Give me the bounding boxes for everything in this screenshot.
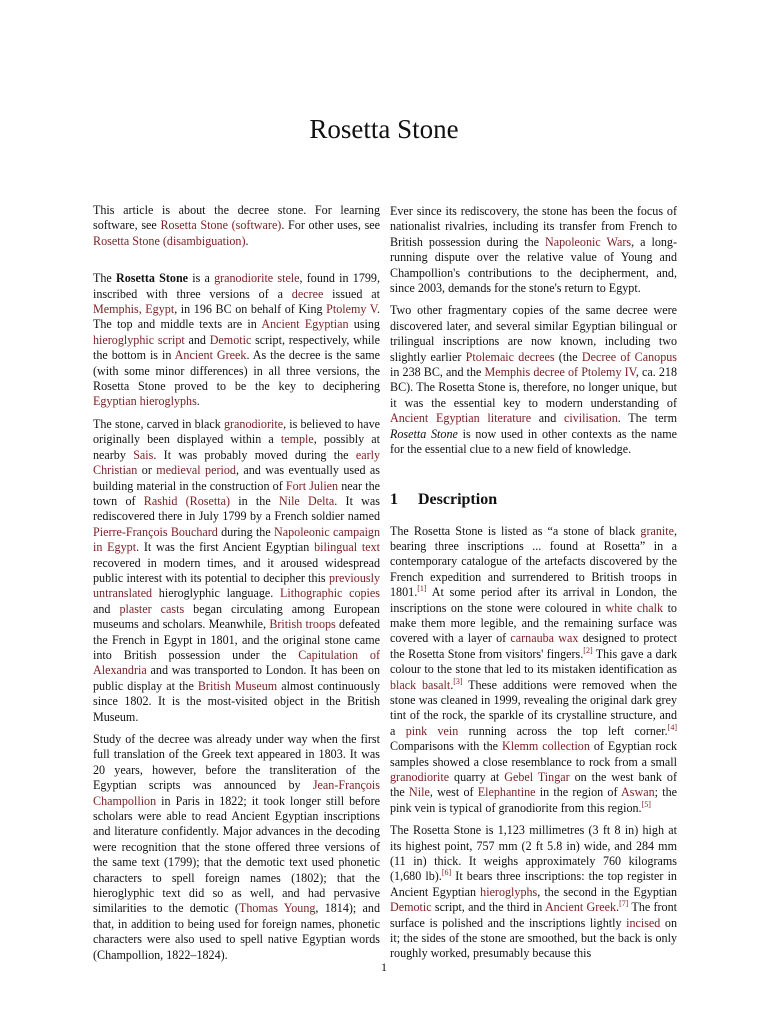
text-run: is a [188, 271, 215, 286]
text-run: , west of [429, 785, 478, 800]
text-run: . [196, 394, 200, 409]
wiki-link[interactable]: British troops [269, 617, 336, 632]
paragraph [93, 417, 380, 725]
wiki-link[interactable]: Ancient Egyptian literature [390, 411, 532, 426]
wiki-link[interactable]: Aswan [621, 785, 655, 800]
right-column [390, 204, 677, 969]
text-run: At some period after its arrival in London, the inscriptions on the stone were coloured in [390, 585, 677, 615]
wiki-link[interactable]: Pierre-François Bouchard [93, 524, 218, 539]
citation-link[interactable]: [7] [619, 899, 629, 909]
text-run: Comparisons with the [390, 739, 502, 754]
wiki-link[interactable]: Thomas Young [238, 901, 316, 916]
wiki-link[interactable]: hieroglyphs [480, 884, 538, 899]
wiki-link[interactable]: early Christian [93, 447, 380, 478]
text-run: The Rosetta Stone is listed as “a stone of black [390, 523, 641, 538]
wiki-link[interactable]: Jean-François Champollion [93, 778, 380, 808]
text-run: running across the top left corner. [458, 723, 668, 738]
text-run: in the region of [535, 785, 622, 800]
wiki-link[interactable]: decree [291, 286, 324, 301]
paragraph [390, 204, 677, 296]
text-run: on the west bank of the [390, 770, 677, 800]
wiki-link[interactable]: stele [277, 271, 300, 286]
wiki-link[interactable]: British Museum [197, 678, 278, 693]
text-run: is now used in other contexts as the name for the essential clue to a new field of knowledge. [390, 426, 678, 457]
text-run: The front surface is polished and the inscriptions lightly [390, 900, 678, 930]
wiki-link[interactable]: Rosetta Stone (disambiguation) [93, 233, 246, 248]
text-run: , a long-running dispute over the relative value of Young and Champollion's contributions to the decipherment, and, since 2003, demands for the stone's return to Egypt. [390, 234, 677, 296]
text-run: , bearing three inscriptions ... found at Rosetta” in a contemporary catalogue of the artefacts discovered by the French expedition and surrendered to British troops in 1801. [390, 523, 677, 600]
text-run: The Rosetta Stone is 1,123 millimetres (3 ft 8 in) high at its highest point, 757 mm (2 ft 5.8 in) wide, and 284 mm (11 in) thick. It weighs approximately 760 kilograms (1,680 lb). [390, 823, 677, 884]
text-run: Ever since its rediscovery, the stone has been the focus of nationalist rivalries, including its transfer from French to British possession during the [390, 204, 677, 249]
wiki-link[interactable]: Decree of Canopus [581, 349, 677, 364]
text-run: and was transported to London. It has been on public display at the [93, 663, 380, 693]
citation-link[interactable]: [6] [441, 868, 452, 878]
wiki-link[interactable]: hieroglyphic script [93, 332, 185, 347]
text-run: . The top and middle texts are in [93, 302, 381, 332]
right-paragraphs-top [390, 204, 677, 458]
wiki-link[interactable]: Nile [409, 785, 430, 800]
wiki-link[interactable]: Elephantine [477, 785, 536, 800]
text-run: issued at [323, 286, 380, 301]
paragraph [390, 823, 677, 962]
text-run: The [93, 271, 116, 286]
wiki-link[interactable]: medieval period [156, 463, 236, 478]
italic-text: Rosetta Stone [390, 426, 458, 441]
text-run: This gave a dark colour to the stone that led to its mistaken identification as [390, 646, 677, 677]
section-heading-description [390, 490, 677, 510]
text-run: ; the pink vein is typical of granodiorite from this region. [390, 785, 677, 815]
paragraph [390, 524, 677, 817]
wiki-link[interactable]: pink vein [405, 723, 459, 738]
text-run: , possibly at nearby [93, 432, 380, 462]
text-run: using [348, 317, 380, 332]
left-paragraphs [93, 271, 380, 963]
wiki-link[interactable]: Rosetta Stone (software) [160, 218, 282, 233]
wiki-link[interactable]: Gebel Tingar [504, 770, 570, 784]
text-run: It bears three inscriptions: the top register in Ancient Egyptian [390, 869, 677, 899]
paragraph [390, 303, 677, 457]
wiki-link[interactable]: Napoleonic Wars [545, 234, 632, 249]
text-run: . It was rediscovered there in July 1799 by a French soldier named [93, 493, 380, 524]
text-run: script, and the third in [431, 900, 545, 915]
text-run: during the [217, 524, 274, 539]
wiki-link[interactable]: Ancient Greek [174, 348, 247, 363]
wiki-link[interactable]: granite [640, 523, 674, 538]
text-run: script, respectively, while the bottom is in [93, 332, 380, 363]
paragraph [93, 271, 380, 410]
text-run: and [531, 411, 564, 426]
wiki-link[interactable]: Lithographic copies [279, 586, 380, 601]
text-run: , is believed to have originally been displayed within a [93, 416, 380, 447]
text-run: This article is about the decree stone. For learning software, see [93, 203, 380, 233]
text-run: , ca. 218 BC). The Rosetta Stone is, therefore, no longer unique, but it was the essential key to modern understanding of [390, 365, 677, 410]
page-number: 1 [381, 960, 387, 974]
wiki-link[interactable]: Ptolemaic decrees [465, 349, 555, 364]
wiki-link[interactable]: Ancient Egyptian [261, 317, 349, 332]
wiki-link[interactable]: Sais [133, 447, 154, 462]
paragraph [93, 732, 380, 963]
left-column [93, 203, 380, 970]
wiki-link[interactable]: Rashid (Rosetta) [143, 493, 230, 508]
text-run: designed to protect the Rosetta Stone from visitors' fingers. [390, 631, 677, 661]
text-run: (the [554, 349, 582, 364]
wiki-link[interactable]: Demotic [209, 332, 252, 347]
text-run: . It was probably moved during the [153, 447, 356, 462]
wiki-link[interactable]: Napoleonic campaign in Egypt [93, 524, 381, 555]
wiki-link[interactable]: civilisation [564, 411, 618, 426]
wiki-link[interactable]: Fort Julien [285, 478, 339, 493]
wiki-link[interactable]: Ancient Greek [544, 900, 617, 915]
wiki-link[interactable]: bilingual text [314, 540, 380, 555]
text-run: hieroglyphic language. [152, 586, 280, 601]
text-run: on it; the sides of the stone are smoothed, but the back is only roughly worked, presumably because this [390, 915, 677, 961]
description-paragraphs [390, 524, 677, 962]
wiki-link[interactable]: previously untranslated [93, 570, 380, 601]
text-run: , and was eventually used as building material in the construction of [93, 463, 380, 493]
citation-link[interactable]: [2] [583, 645, 593, 655]
citation-link[interactable]: [1] [417, 584, 427, 594]
wiki-link[interactable]: black basalt [390, 677, 451, 692]
text-run: . [616, 900, 620, 915]
text-run: defeated the French in Egypt in 1801, and the original stone came into British possession under the [93, 617, 380, 662]
hatnote [93, 203, 380, 249]
wiki-link[interactable]: Ptolemy V [326, 302, 377, 317]
wiki-link[interactable]: granodiorite [390, 770, 450, 784]
text-run: recovered in modern times, and it aroused widespread public interest with its potential to decipher this [93, 555, 380, 585]
text-run: . [450, 677, 454, 692]
text-run: . The term [617, 411, 677, 426]
wiki-link[interactable]: granodiorite [214, 271, 274, 286]
wiki-link[interactable]: temple [280, 432, 314, 447]
text-run: Study of the decree was already under way when the first full translation of the Greek text appeared in 1803. It was 20 years, however, before the transliteration of the Egyptian scripts was announced by [93, 732, 380, 793]
wiki-link[interactable]: white chalk [605, 600, 664, 615]
citation-link[interactable]: [4] [667, 722, 677, 732]
text-run: quarry at [449, 770, 505, 784]
page-title: Rosetta Stone [309, 114, 459, 144]
text-run: These additions were removed when the stone was cleaned in 1999, revealing the original dark grey tint of the rock, the sparkle of its crystalline structure, and a [390, 677, 678, 738]
section-number: 1 [390, 490, 398, 508]
wiki-link[interactable]: Nile Delta [278, 493, 335, 508]
wiki-link[interactable]: Klemm collection [501, 739, 590, 754]
text-run: , found in 1799, inscribed with three versions of a [93, 271, 380, 301]
text-run: in the [229, 493, 279, 508]
citation-link[interactable]: [3] [453, 676, 463, 686]
text-run: . It was the first Ancient Egyptian [136, 540, 315, 555]
text-run: , 1814); and that, in addition to being used for foreign names, phonetic characters were also used to spell native Egyptian words (Champollion, 1822–1824). [93, 901, 380, 962]
wiki-link[interactable]: Capitulation of Alexandria [93, 647, 380, 678]
text-run: , the second in the Egyptian [537, 884, 677, 899]
text-run: . For other uses, see [281, 218, 381, 233]
text-run: in 238 BC, and the [390, 365, 485, 380]
wiki-link[interactable]: Memphis decree of Ptolemy IV [484, 365, 636, 380]
text-run: or [137, 463, 157, 478]
text-run: . [245, 233, 249, 248]
text-run: Two other fragmentary copies of the same decree were discovered later, and several similar Egyptian bilingual or trilingual inscriptions are now known, including two slightly earlier [390, 303, 677, 364]
bold-text: Rosetta Stone [116, 271, 189, 286]
text-run: near the town of [93, 478, 380, 508]
text-run: almost continuously since 1802. It is the most-visited object in the British Museum. [93, 678, 380, 724]
wiki-link[interactable]: plaster casts [119, 601, 185, 616]
text-run: in Paris in 1822; it took longer still before scholars were able to read Ancient Egyptian inscriptions and literature confidently. Major advances in the decoding were recognition that the stone offered three versions of the same text (1799); that the demotic text used phonetic characters to spell foreign names (1802); that the hieroglyphic text did so as well, and had pervasive similarities to the demotic ( [93, 793, 380, 916]
text-run: to make them more legible, and the remaining surface was covered with a layer of [390, 600, 677, 646]
wiki-link[interactable]: incised [626, 915, 661, 930]
wiki-link[interactable]: granodiorite [223, 416, 284, 431]
citation-link[interactable]: [5] [641, 799, 651, 809]
text-run: of Egyptian rock samples showed a close resemblance to rock from a small [390, 739, 678, 769]
section-title: Description [418, 490, 498, 508]
text-run: began circulating among European museums and scholars. Meanwhile, [93, 601, 380, 632]
text-run: , in 196 BC on behalf of King [174, 302, 327, 317]
text-run: . As the decree is the same (with some minor differences) in all three versions, the Rosetta Stone proved to be the key to deciphering [93, 348, 380, 394]
wiki-link[interactable]: carnauba wax [510, 631, 579, 646]
wiki-link[interactable]: Memphis, Egypt [93, 302, 175, 317]
wiki-link[interactable]: Egyptian hieroglyphs [93, 394, 197, 409]
wiki-link[interactable]: Demotic [390, 900, 432, 915]
text-run: and [184, 332, 210, 347]
text-run: The stone, carved in black [93, 416, 224, 431]
text-run: and [93, 601, 120, 616]
